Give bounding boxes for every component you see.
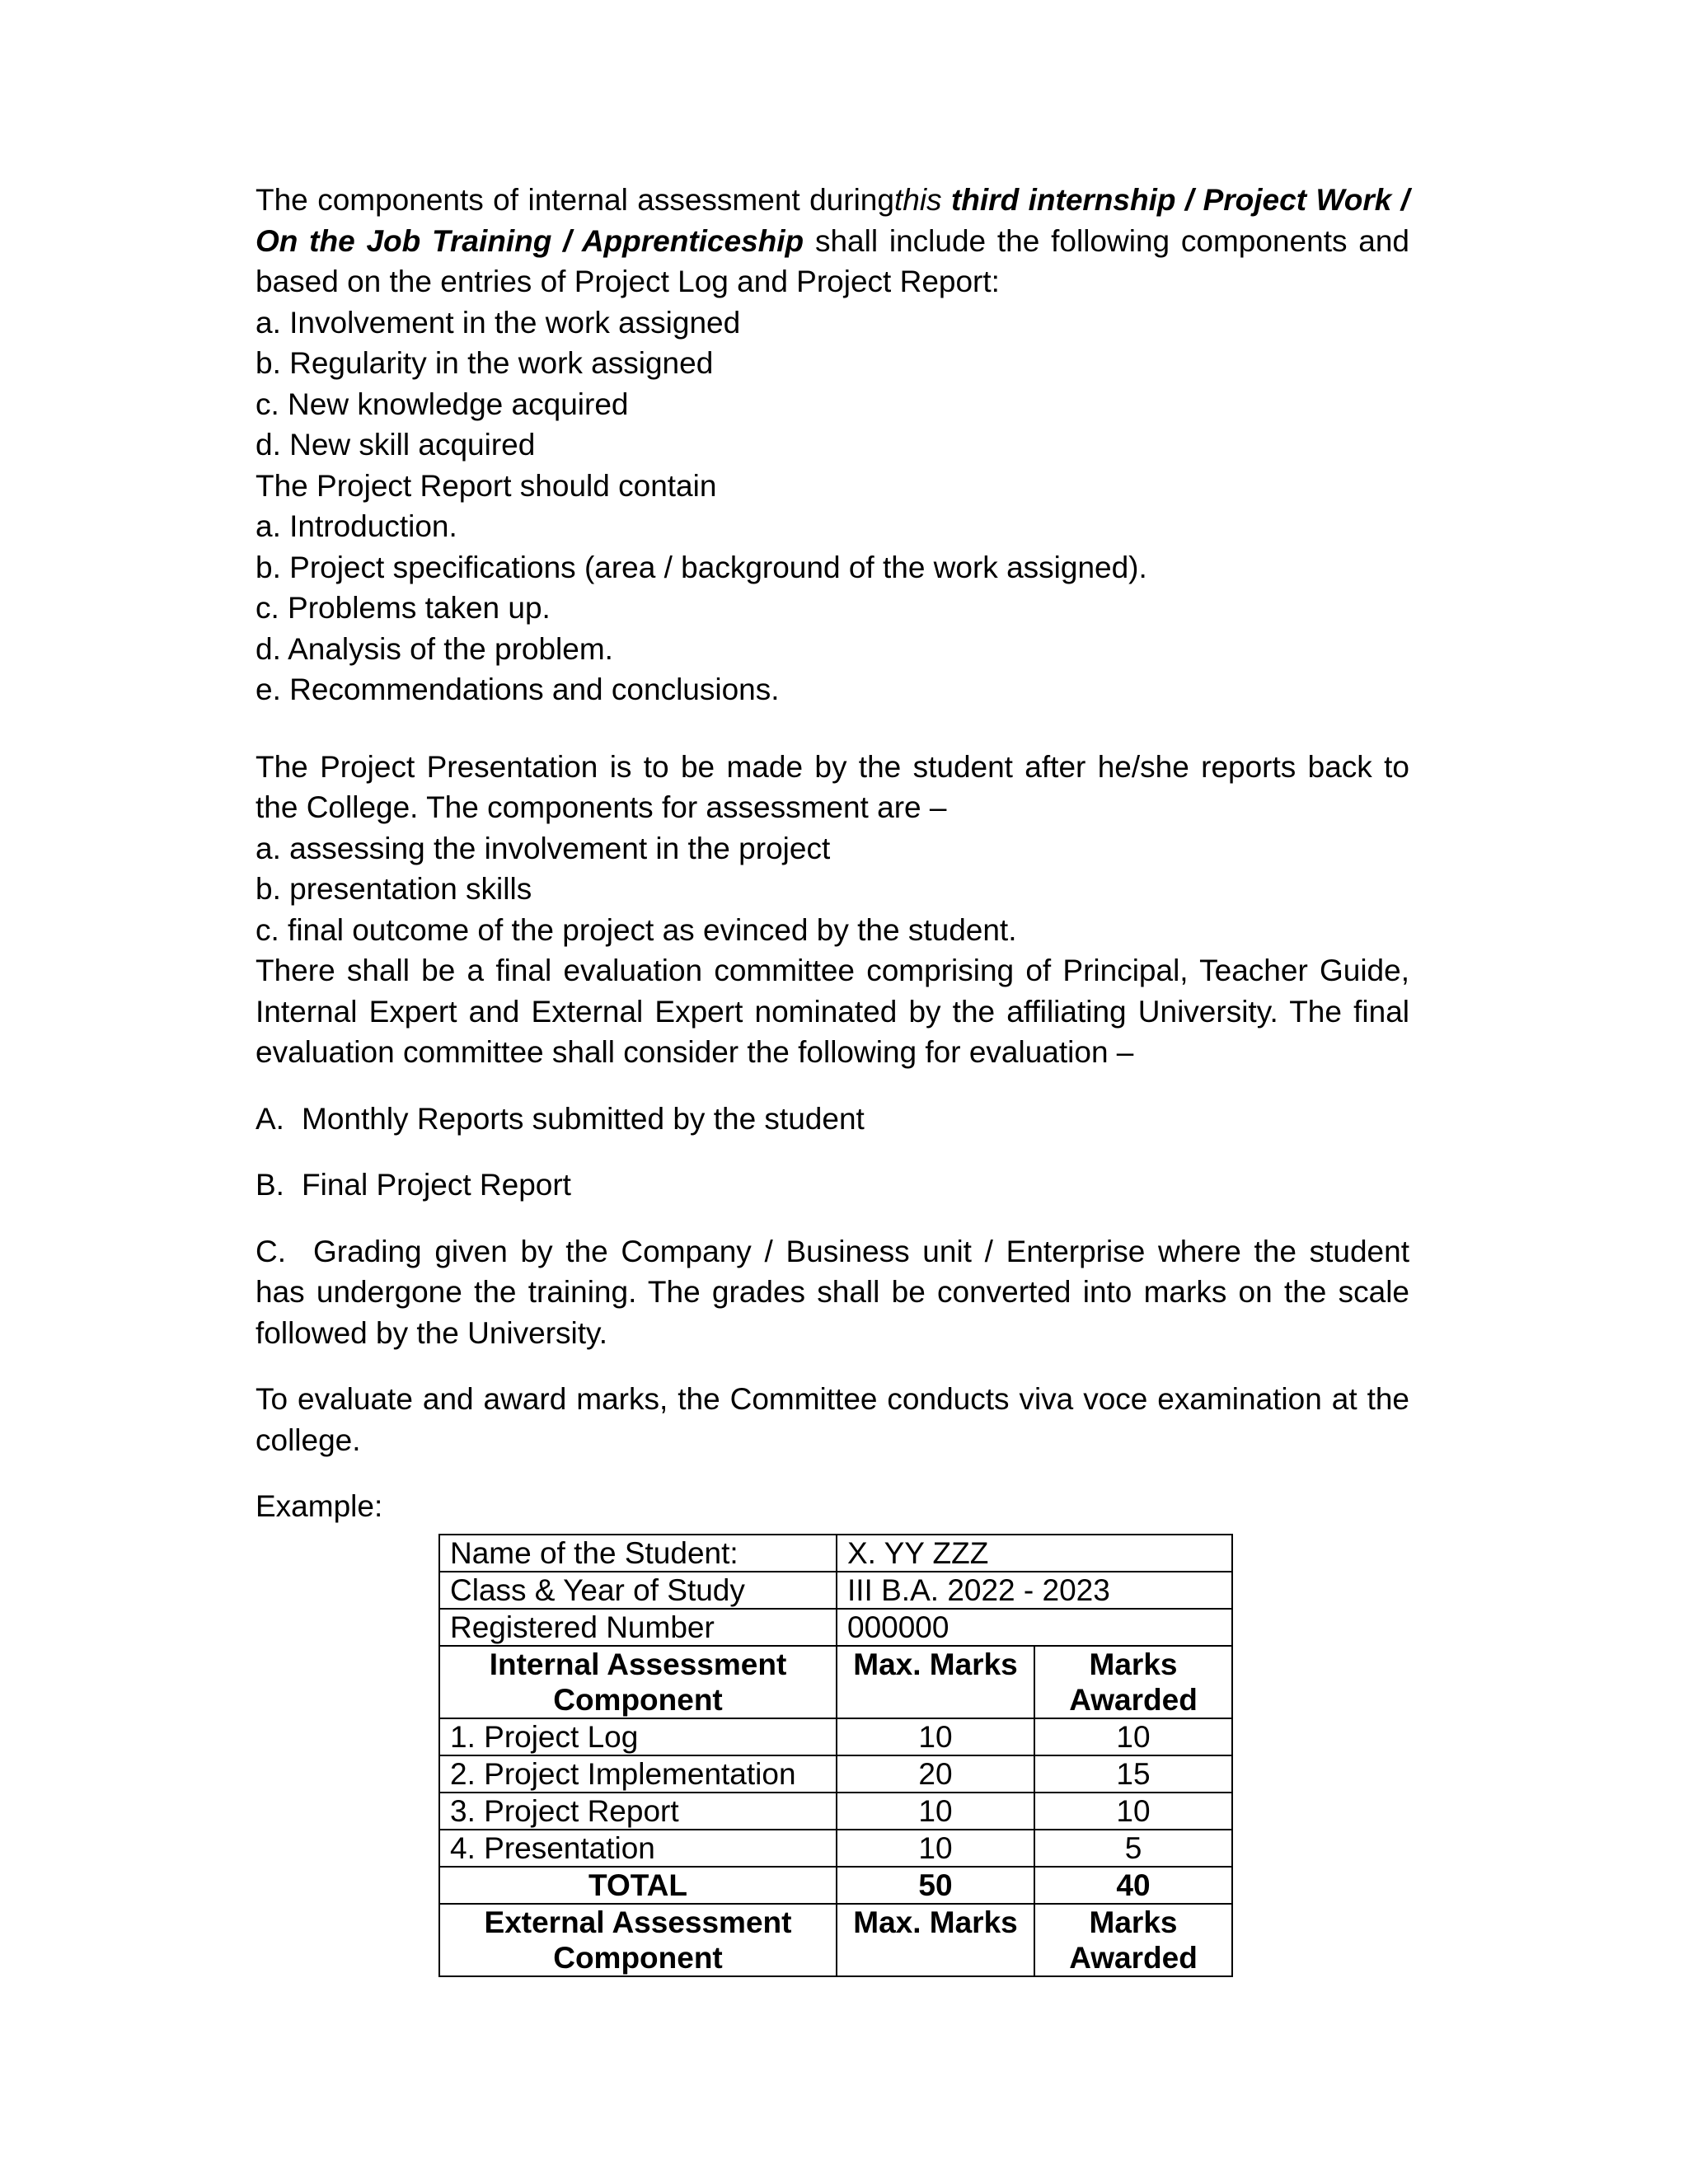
component-cell: 2. Project Implementation bbox=[439, 1755, 837, 1793]
total-label-cell: TOTAL bbox=[439, 1867, 837, 1904]
evaluation-label: C. bbox=[256, 1234, 286, 1268]
total-awarded-cell: 40 bbox=[1034, 1867, 1232, 1904]
intro-text-end: shall include the following components and based on the entries of Project Log and Project Report: bbox=[256, 223, 1409, 298]
ext-awarded-header-cell: Marks Awarded bbox=[1034, 1904, 1232, 1976]
awarded-cell: 10 bbox=[1034, 1793, 1232, 1830]
document-page bbox=[256, 180, 1409, 1527]
intro-text-this: this bbox=[893, 183, 942, 217]
evaluation-label: A. bbox=[256, 1101, 284, 1136]
table-header-row bbox=[439, 1904, 1232, 1976]
report-item: c. Problems taken up. bbox=[256, 591, 551, 625]
awarded-cell: 10 bbox=[1034, 1718, 1232, 1755]
max-cell: 20 bbox=[837, 1755, 1034, 1793]
class-label-cell: Class & Year of Study bbox=[439, 1572, 837, 1609]
table-row bbox=[439, 1830, 1232, 1867]
student-value-cell: X. YY ZZZ bbox=[837, 1535, 1232, 1572]
report-item: a. Introduction. bbox=[256, 509, 457, 543]
student-label-cell: Name of the Student: bbox=[439, 1535, 837, 1572]
table-row bbox=[439, 1793, 1232, 1830]
evaluation-label: B. bbox=[256, 1168, 284, 1202]
total-row bbox=[439, 1867, 1232, 1904]
component-item: b. Regularity in the work assigned bbox=[256, 346, 714, 380]
report-item: d. Analysis of the problem. bbox=[256, 631, 613, 666]
max-cell: 10 bbox=[837, 1830, 1034, 1867]
evaluation-text: Monthly Reports submitted by the student bbox=[302, 1101, 865, 1136]
ext-max-header-cell: Max. Marks bbox=[837, 1904, 1034, 1976]
report-heading: The Project Report should contain bbox=[256, 468, 717, 503]
example-label: Example: bbox=[256, 1489, 383, 1523]
total-max-cell: 50 bbox=[837, 1867, 1034, 1904]
table-row bbox=[439, 1535, 1232, 1572]
report-item: e. Recommendations and conclusions. bbox=[256, 673, 780, 706]
reg-value-cell: 000000 bbox=[837, 1609, 1232, 1646]
presentation-item: c. final outcome of the project as evinced by the student. bbox=[256, 912, 1017, 947]
awarded-cell: 15 bbox=[1034, 1755, 1232, 1793]
spacer bbox=[256, 710, 1409, 747]
component-item: d. New skill acquired bbox=[256, 428, 536, 462]
internal-header-cell: Internal Assessment Component bbox=[439, 1646, 837, 1718]
awarded-header-cell: Marks Awarded bbox=[1034, 1646, 1232, 1718]
evaluation-text: Grading given by the Company / Business unit / Enterprise where the student has undergone the training. The grades shall be converted into marks on the scale followed by the University. bbox=[256, 1234, 1409, 1350]
table-row bbox=[439, 1718, 1232, 1755]
evaluation-text: Final Project Report bbox=[302, 1168, 571, 1202]
component-cell: 4. Presentation bbox=[439, 1830, 837, 1867]
intro-text-start: The components of internal assessment during bbox=[256, 183, 894, 217]
max-cell: 10 bbox=[837, 1718, 1034, 1755]
intro-paragraph bbox=[256, 180, 1409, 302]
class-value-cell: III B.A. 2022 - 2023 bbox=[837, 1572, 1232, 1609]
report-item: b. Project specifications (area / background of the work assigned). bbox=[256, 550, 1147, 584]
committee-paragraph: There shall be a final evaluation committee comprising of Principal, Teacher Guide, Internal Expert and External Expert nominated by the affiliating University. The final evaluation committee shall consider the following for evaluation – bbox=[256, 954, 1409, 1069]
max-cell: 10 bbox=[837, 1793, 1034, 1830]
intro-text-emphasis: third internship / Project Work / On the Job Training / Apprenticeship bbox=[256, 183, 1410, 258]
external-header-cell: External Assessment Component bbox=[439, 1904, 837, 1976]
component-item: a. Involvement in the work assigned bbox=[256, 305, 741, 340]
component-item: c. New knowledge acquired bbox=[256, 387, 629, 421]
presentation-item: b. presentation skills bbox=[256, 872, 532, 906]
example-marks-table bbox=[438, 1534, 1233, 1977]
max-header-cell: Max. Marks bbox=[837, 1646, 1034, 1718]
component-cell: 1. Project Log bbox=[439, 1718, 837, 1755]
component-cell: 3. Project Report bbox=[439, 1793, 837, 1830]
reg-label-cell: Registered Number bbox=[439, 1609, 837, 1646]
presentation-item: a. assessing the involvement in the project bbox=[256, 831, 831, 865]
evaluation-item-a bbox=[256, 1099, 1409, 1140]
evaluation-item-c bbox=[256, 1231, 1409, 1354]
table-row bbox=[439, 1572, 1232, 1609]
table-header-row bbox=[439, 1646, 1232, 1718]
table-row bbox=[439, 1609, 1232, 1646]
table-row bbox=[439, 1755, 1232, 1793]
viva-paragraph: To evaluate and award marks, the Committee conducts viva voce examination at the college. bbox=[256, 1382, 1409, 1457]
awarded-cell: 5 bbox=[1034, 1830, 1232, 1867]
evaluation-item-b bbox=[256, 1165, 1409, 1206]
presentation-paragraph: The Project Presentation is to be made by the student after he/she reports back to the College. The components for assessment are – bbox=[256, 749, 1409, 824]
